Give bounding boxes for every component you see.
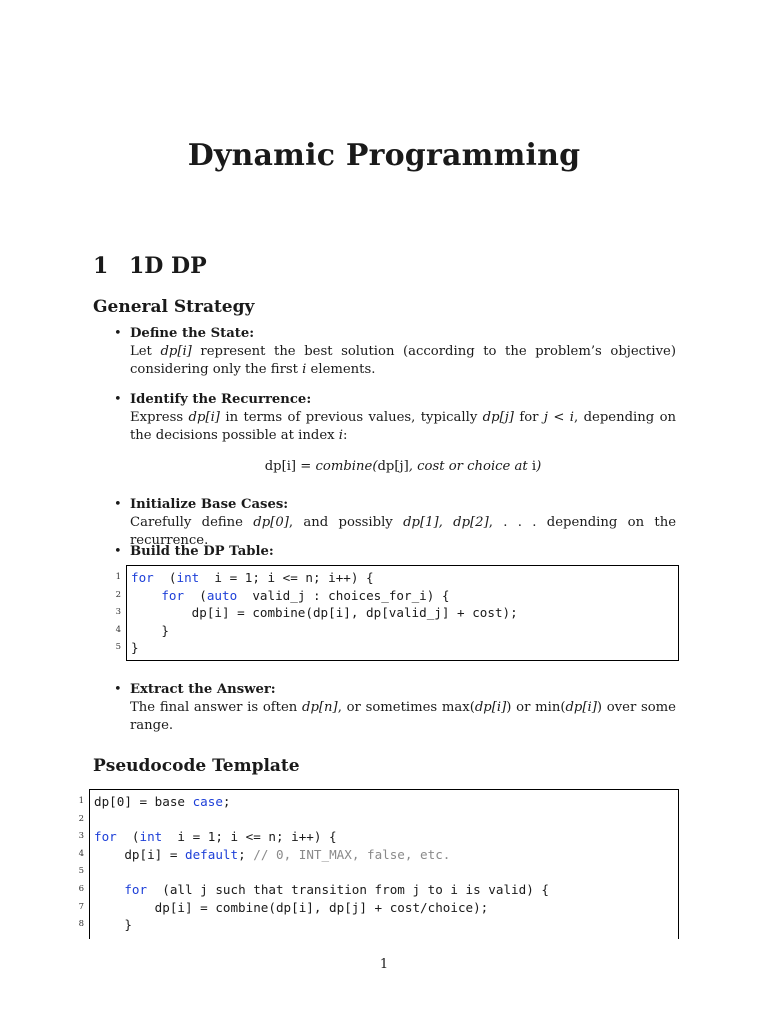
line-number: 8 [78,919,84,930]
code-keyword: for [161,587,185,603]
bullet-dot: • [114,682,122,697]
code-keyword: int [176,570,200,585]
section-heading [93,253,207,279]
body-text: dp[i] [264,459,297,474]
code-keyword: for [94,829,117,845]
bullet-head: Build the DP Table: [130,544,274,559]
code-text: dp[i] = combine(dp[i], dp[j] + cost/choice); [94,899,489,915]
code-text: dp[0] = base [94,794,193,809]
bullet-body [130,343,676,379]
code-line [131,604,518,622]
bullet-dot: • [114,392,122,407]
code-keyword: case [192,794,223,809]
math-text: j < i [543,410,575,425]
line-number: 5 [78,866,84,877]
line-number: 5 [115,642,121,653]
section-number: 1 [93,253,109,279]
bullet-head: Initialize Base Cases: [130,497,289,512]
code-line [94,846,450,864]
line-number: 3 [78,831,84,842]
bullet-head: Extract the Answer: [130,682,276,697]
bullet-recurrence [114,391,676,445]
code-text: ( [116,829,140,845]
body-text: , . . . depending on the recurrence. [130,515,677,548]
math-text: ) [536,459,542,474]
subsection-pseudocode-template: Pseudocode Template [93,756,300,776]
bullet-extract-answer [114,681,676,735]
code-block-build-table [115,565,679,661]
line-number: 7 [78,901,84,912]
body-text: elements. [306,362,376,377]
code-line [94,899,488,917]
line-number: 1 [115,572,121,582]
body-text: represent the best solution (according to the problem’s objective) considering only the first [130,344,676,377]
body-text: , and possibly [288,515,404,530]
code-text: dp[i] = [94,846,185,862]
line-number: 4 [115,624,121,635]
bullet-base-cases [114,496,676,550]
code-text: ( [184,587,207,603]
body-text: Let [130,344,161,359]
code-text: dp[i] = combine(dp[i], dp[valid_j] + cost); [131,605,518,621]
code-keyword: default [185,846,239,862]
code-line [131,569,374,587]
code-text: ; [222,794,231,809]
code-line [131,587,450,605]
bullet-body [130,699,676,735]
subsection-general-strategy: General Strategy [93,297,255,317]
page-title: Dynamic Programming [187,138,581,173]
body-text: ) or min( [506,700,566,715]
bullet-dot: • [114,544,122,559]
code-line [131,622,169,640]
code-keyword: auto [206,587,238,603]
section-title: 1D DP [129,253,207,279]
recurrence-equation [0,459,768,474]
code-line [94,793,231,811]
body-text: in terms of previous values, typically [219,410,483,425]
math-text: dp[i] [565,700,597,715]
body-text: ) over some range. [130,700,676,733]
line-number: 2 [115,589,121,600]
code-keyword: int [139,829,163,845]
code-comment: // 0, INT_MAX, false, etc. [253,846,451,862]
bullet-build-table [114,543,676,561]
bullet-define-state [114,325,676,379]
math-text: i [338,428,343,443]
body-text: : [342,428,348,443]
body-text: for [513,410,544,425]
code-text [94,882,124,897]
code-text: ( [153,570,177,585]
code-line [94,916,132,934]
math-text: dp[j] [482,410,514,425]
code-keyword: for [124,882,148,897]
math-text: = combine( [296,459,378,474]
math-text: dp[i] [188,410,220,425]
line-number: 3 [115,607,121,618]
code-text: i = 1; i <= n; i++) { [162,829,337,845]
bullet-body [130,409,676,445]
code-text [131,588,161,603]
body-text: , depending on the decisions possible at index [130,410,677,443]
line-number: 6 [78,884,84,894]
bullet-head: Identify the Recurrence: [130,392,312,407]
bullet-dot: • [114,326,122,341]
body-text: dp[j] [377,459,409,474]
code-text: valid_j : choices_for_i) { [237,587,450,603]
math-text: , cost or choice at [408,459,532,474]
code-block-pseudocode [78,789,679,939]
code-text: (all j such that transition from j to i is valid) { [147,882,549,897]
code-text: i = 1; i <= n; i++) { [199,570,374,585]
math-text: dp[i] [160,344,192,359]
body-text: i [531,459,537,474]
line-number: 2 [78,813,84,824]
line-number: 1 [78,796,84,806]
code-text: ; [238,846,254,862]
code-line [131,639,139,657]
body-text: Carefully define [130,515,254,530]
code-text: } [131,622,169,638]
body-text: , or sometimes max( [337,700,475,715]
body-text: The final answer is often [130,700,303,715]
math-text: dp[1], dp[2] [403,515,489,530]
code-text: } [131,640,139,656]
math-text: dp[0] [253,515,289,530]
line-number: 4 [78,848,84,859]
math-text: i [302,362,307,377]
code-line [94,881,549,899]
bullet-head: Define the State: [130,326,255,341]
math-text: dp[n] [302,700,338,715]
code-line [94,828,337,846]
code-keyword: for [131,570,154,585]
body-text: Express [130,410,189,425]
bullet-dot: • [114,497,122,512]
math-text: dp[i] [474,700,507,715]
code-text: } [94,917,132,933]
page-number: 1 [379,957,389,972]
